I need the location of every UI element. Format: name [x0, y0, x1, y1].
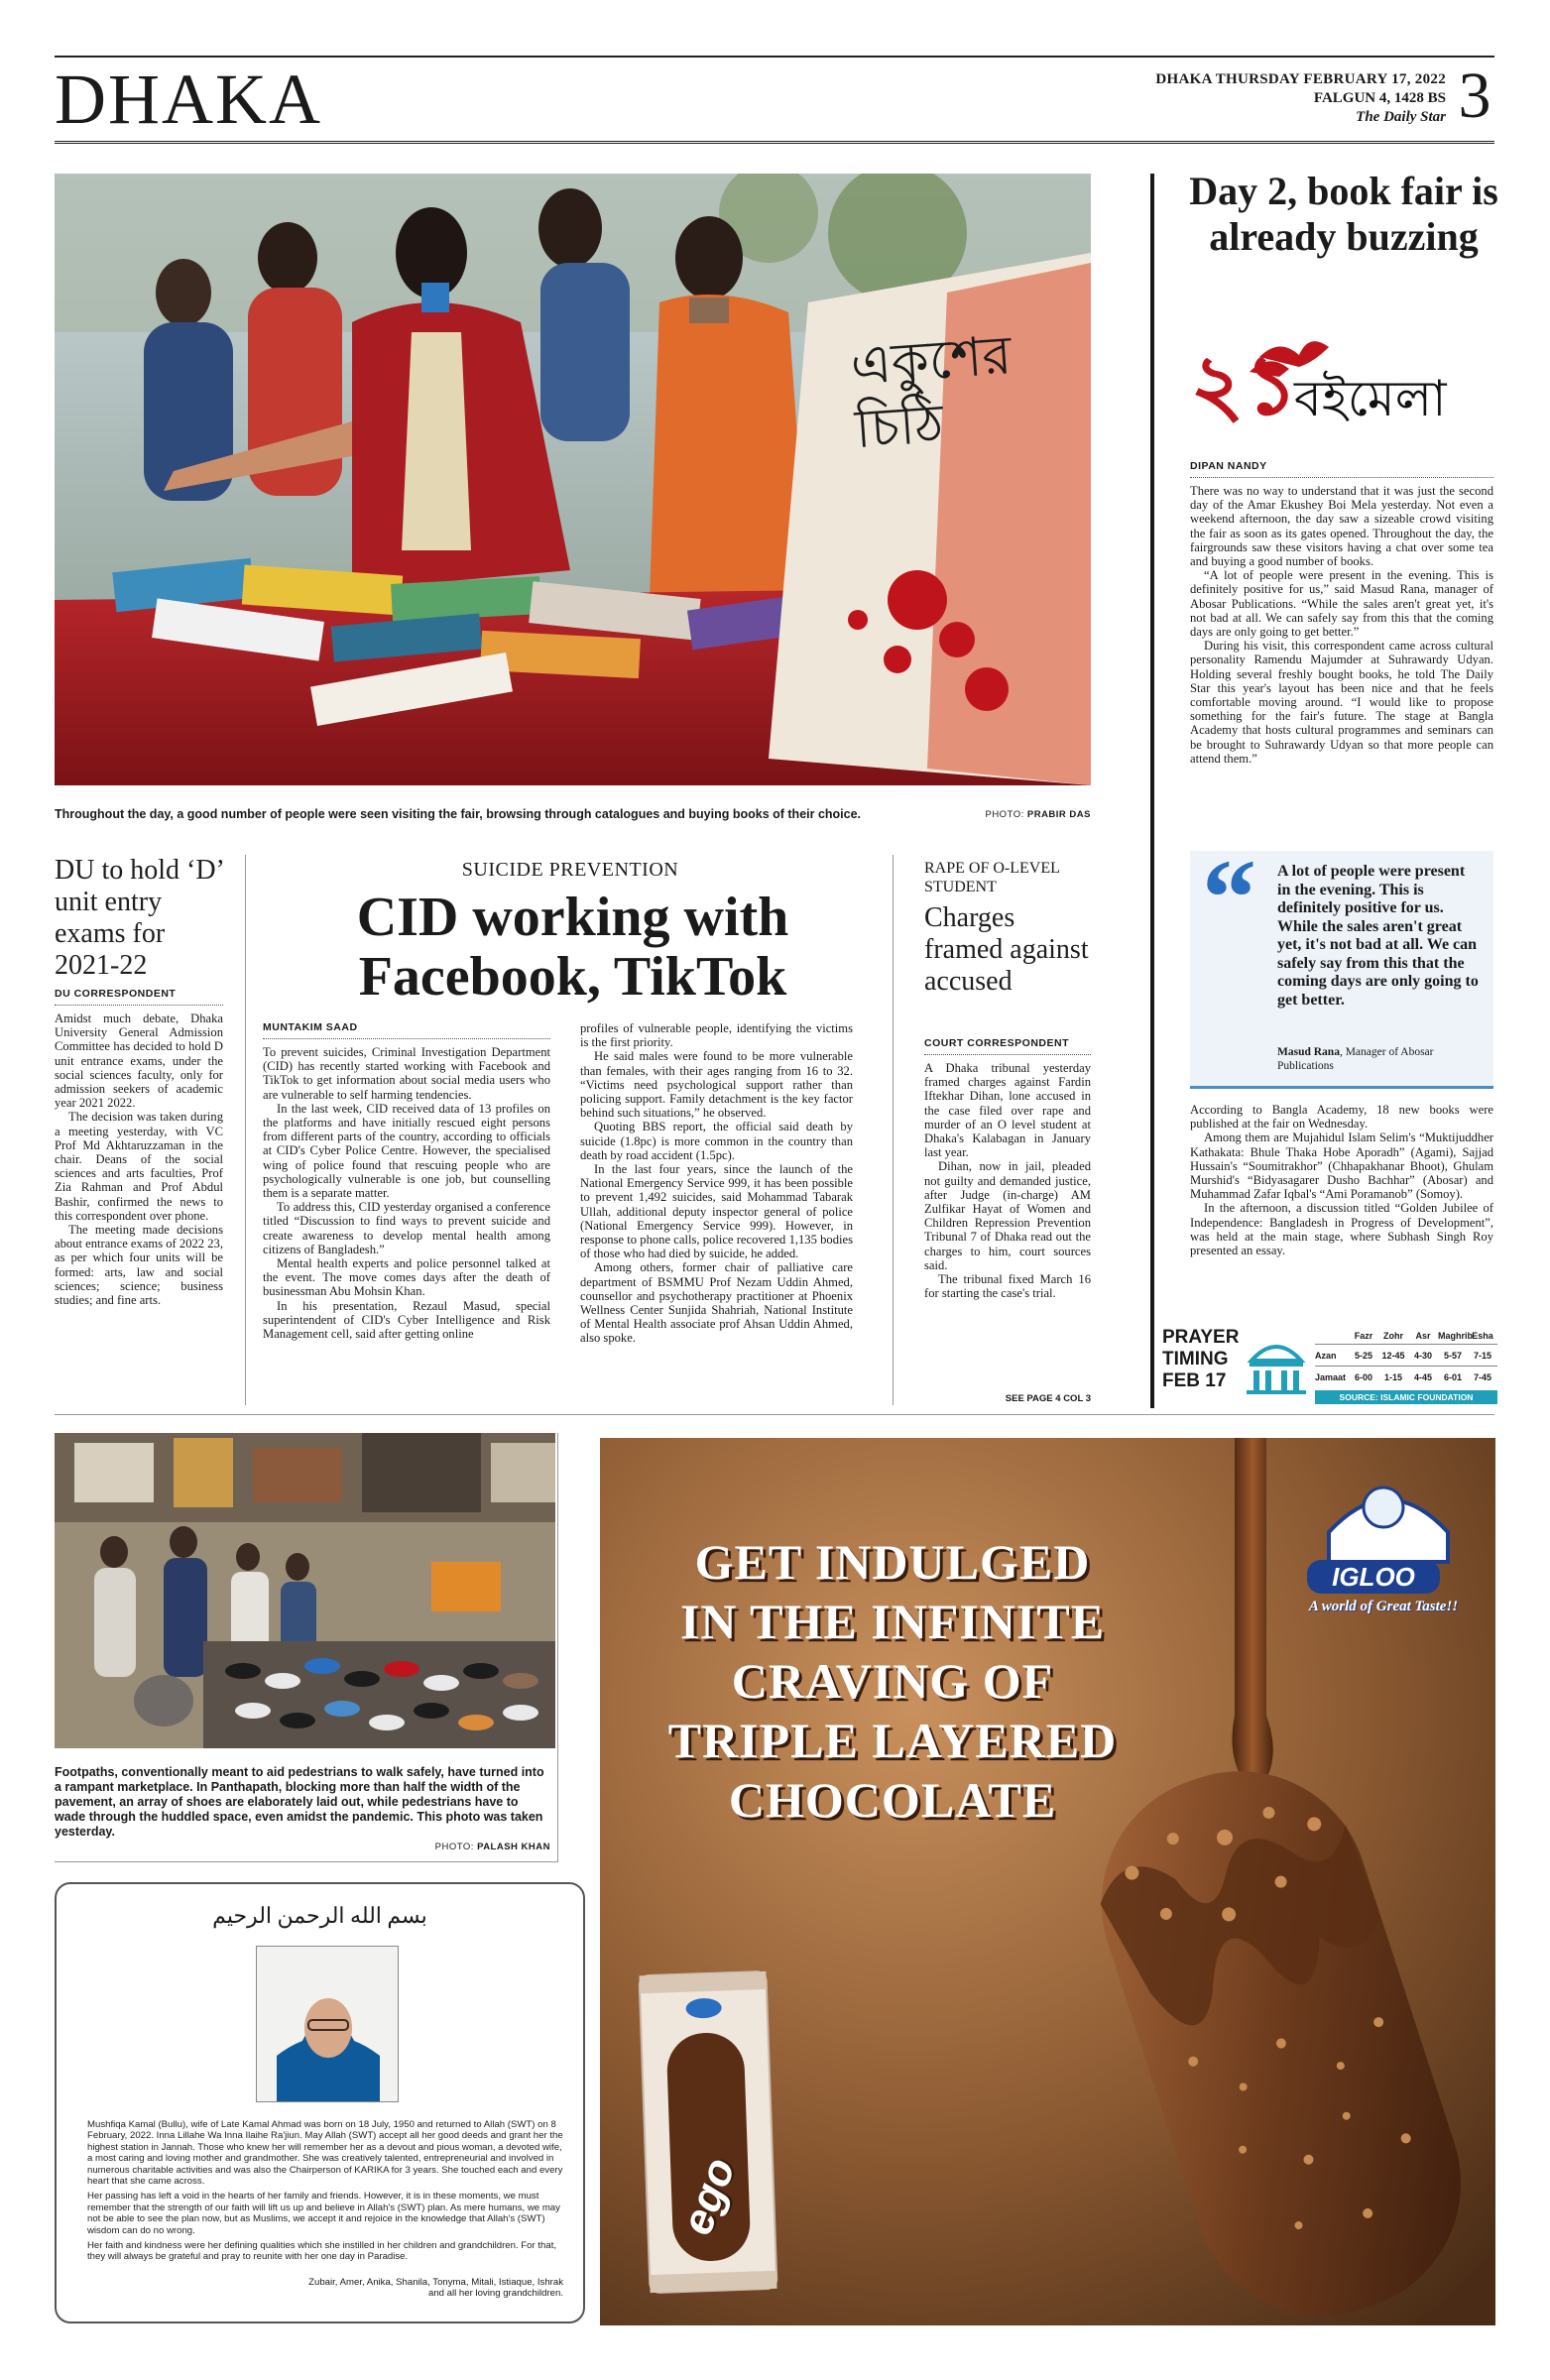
prayer-table [1315, 1327, 1497, 1404]
obituary-text [87, 2119, 563, 2267]
cid-paragraph: In the last four years, since the launch of the National Emergency Service 999, it has been possible to prevent 1,492 suicides, said Mohammad Tabarak Ullah, additional deputy inspector general of police (National Emergency Service 999). However, in response to phone calls, police recovered 1,135 bodies of those who had died by suicide, he added. [580, 1162, 853, 1261]
quote-role: , Manager of Abosar Publications [1277, 1046, 1434, 1072]
du-story [55, 988, 223, 1307]
prayer-time: 1-15 [1383, 1372, 1402, 1382]
book-fair-headline: Day 2, book fair is already buzzing [1189, 169, 1498, 259]
ekushey-logo-number: ২১ [1190, 340, 1299, 432]
prayer-title-line: FEB 17 [1162, 1370, 1227, 1391]
prayer-time: 12-45 [1381, 1350, 1405, 1361]
signoff-line: Zubair, Amer, Anika, Shanila, Tonyma, Mitali, Istiaque, Ishrak [308, 2277, 563, 2288]
masthead-bottom-rule [55, 141, 1494, 144]
credit-label: PHOTO: [985, 809, 1024, 820]
prayer-time: 5-25 [1354, 1350, 1372, 1361]
cid-paragraph: Among others, former chair of palliative care department of BSMMU Prof Nezam Uddin Ahmed, counsellor and psychotherapy practitioner at Phoenix Wellness Center Sunjida Shahriah, National Institute of Mental Health associate prof Ahsan Uddin Ahmed, also spoke. [580, 1260, 853, 1346]
ad-headline [635, 1532, 1150, 1830]
right-column-rule [1150, 174, 1154, 1408]
bismillah-calligraphy: بسم الله الرحمن الرحيم [212, 1903, 427, 1928]
ad-headline-line: GET INDULGED [694, 1534, 1091, 1590]
cid-column-1 [263, 1021, 550, 1341]
prayer-col-header: Asr [1415, 1330, 1431, 1341]
book-fair-paragraph: During his visit, this correspondent came across cultural personality Ramendu Majumder at Suhrawardy Udyan. Holding several freshly bought books, he told The Daily Star this year's layout has been nice and that he feels comfortable moving around. “I would like to propose something for the fair's future. The stage at Bangla Academy that hosts cultural programmes and seminars can be brought to Suhrawardy Udyan so that more people can attend them.” [1190, 639, 1493, 766]
rape-byline: COURT CORRESPONDENT [924, 1037, 1091, 1055]
prayer-time: 7-15 [1473, 1350, 1491, 1361]
masthead-top-rule [55, 56, 1494, 58]
du-paragraph: The decision was taken during a meeting yesterday, with VC Prof Md Akhtaruzzaman in the chair. Deans of the social sciences and arts faculties, Prof Zia Rahman and Prof Abdul Bashir, confirmed the news to this correspondent over phone. [55, 1110, 223, 1223]
column-rule [893, 855, 894, 1405]
cid-kicker: SUICIDE PREVENTION [461, 859, 679, 881]
page-number: 3 [1458, 60, 1491, 132]
cid-paragraph: Mental health experts and police personnel talked at the event. The move comes days after the death of businessman Abu Mohsin Khan. [263, 1256, 550, 1299]
footpath-photo-credit [397, 1842, 550, 1852]
obituary-paragraph: Her faith and kindness were her defining qualities which she instilled in her children and grandchildren. For that, they will always be grateful and pray to reunite with her one day in Paradise. [87, 2240, 557, 2263]
du-paragraph: Amidst much debate, Dhaka University General Admission Committee has decided to hold D unit entrance exams, under the social sciences faculty, only for admission seekers of academic year 2021 2022. [55, 1012, 223, 1111]
ad-headline-line: IN THE INFINITE [679, 1594, 1106, 1649]
book-fair-paragraph: There was no way to understand that it was just the second day of the Amar Ekushey Boi Mela yesterday. Not even a weekend afternoon, the day saw a sizeable crowd visiting the fair as soon as its gates opened. Throughout the day, the fairgrounds saw these visitors having a chat over some tea and buying a good number of books. [1190, 484, 1493, 569]
du-headline: DU to hold ‘D’ unit entry exams for 2021-22 [55, 855, 223, 981]
cid-paragraph: Quoting BBS report, the official said death by suicide (1.8pc) is more common in the country than death by road accident (1.5pc). [580, 1120, 853, 1162]
cid-byline: MUNTAKIM SAAD [263, 1021, 550, 1039]
cid-paragraph: In the last week, CID received data of 13 profiles on the platforms and have initially rescued eight persons from different parts of the country, according to officials at CID's Cyber Police Centre. However, the specialised wing of police found that rescuing people who are psychologically vulnerable is one job, but counselling them is a separate matter. [263, 1101, 550, 1201]
rape-jump-link[interactable]: SEE PAGE 4 COL 3 [1005, 1393, 1091, 1404]
rape-headline: Charges framed against accused [924, 902, 1089, 997]
book-fair-story [1190, 460, 1493, 766]
obituary-paragraph: Her passing has left a void in the hearts of her family and friends. However, it is in these moments, we must remember that the strength of our faith will lift us up and believe in Allah's (SWT) plan. As mere humans, we may not be able to see the plan now, but as Muslims, we accept it and rejoice in the knowledge that Allah's (SWT) wisdom can do no wrong. [87, 2191, 560, 2236]
prayer-time: 6-01 [1443, 1372, 1462, 1382]
mosque-icon [1242, 1333, 1311, 1398]
bangla-date: FALGUN 4, 1428 BS [1313, 90, 1446, 106]
rape-paragraph: The tribunal fixed March 16 for starting the case's trial. [924, 1272, 1091, 1301]
lead-photo-credit [952, 809, 1091, 820]
rape-kicker: RAPE OF O-LEVEL STUDENT [924, 860, 1060, 895]
cid-paragraph: To prevent suicides, Criminal Investigation Department (CID) has recently started working with Facebook and TikTok to get information about social media users who are vulnerable to self harming tendencies. [263, 1045, 550, 1102]
prayer-time: 7-45 [1473, 1372, 1491, 1382]
rape-story [924, 1037, 1091, 1300]
footpath-photo-caption: Footpaths, conventionally meant to aid pedestrians to walk safely, have turned into a rampant marketplace. In Panthapath, blocking more than half the width of the pavement, an array of shoes are elaborately laid out, while pedestrians have to wade through the huddled space, even amidst the pandemic. This photo was taken yesterday. [55, 1765, 544, 1839]
prayer-header-row [1315, 1327, 1497, 1345]
cid-paragraph: He said males were found to be more vulnerable than females, with their ages ranging from 16 to 32. “Victims need psychological support rather than policing support. Family detachment is the key factor behind such situations,” he observed. [580, 1049, 853, 1121]
book-fair-byline: DIPAN NANDY [1190, 460, 1493, 478]
du-byline: DU CORRESPONDENT [55, 988, 223, 1006]
section-title: DHAKA [55, 60, 322, 139]
ad-headline-line: CHOCOLATE [728, 1772, 1057, 1828]
cid-paragraph: To address this, CID yesterday organised a conference titled “Discussion to find ways to prevent suicide and create awareness to develop mental health among citizens of Bangladesh.” [263, 1200, 550, 1256]
prayer-time: 4-45 [1413, 1372, 1432, 1382]
column-rule [245, 855, 246, 1405]
pull-quote-attribution [1277, 1045, 1482, 1073]
igloo-tagline: A world of Great Taste!! [1308, 1599, 1459, 1614]
book-fair-paragraph: Among them are Mujahidul Islam Selim's “Muktijuddher Kathakata: Bhule Thaka Hobe Aporadh” (Agami), Sajjad Hussain's “Soumitrakhor” (Chhapakhanar Bhoot), Ghulam Murshid's “Bidyasagarer Dusho Bachhar” (Abosar) and Muhammad Zafar Iqbal's “Ami Poramanob” (Somoy). [1190, 1130, 1493, 1202]
obituary-signoff [87, 2277, 563, 2300]
prayer-row [1315, 1345, 1497, 1367]
rape-paragraph: Dihan, now in jail, pleaded not guilty and demanded justice, after Judge (in-charge) AM Zulfikar Hayat of Women and Children Repression Prevention Tribunal 7 of Dhaka read out the charges to him, court sources said. [924, 1159, 1091, 1272]
igloo-brand-logo: IGLOO [1307, 1560, 1440, 1594]
prayer-row [1315, 1367, 1497, 1388]
prayer-source: SOURCE: ISLAMIC FOUNDATION [1315, 1390, 1497, 1404]
credit-name: PRABIR DAS [1026, 809, 1091, 820]
prayer-col-header: Esha [1472, 1330, 1493, 1341]
book-fair-paragraph: In the afternoon, a discussion titled “Golden Jubilee of Independence: Bangladesh in Progress of Development”, was held at the main stage, where Subhash Singh Roy presented an essay. [1190, 1201, 1493, 1258]
prayer-time: 6-00 [1354, 1372, 1372, 1382]
pull-quote-box [1190, 837, 1493, 1089]
book-fair-paragraph: According to Bangla Academy, 18 new books were published at the fair on Wednesday. [1190, 1103, 1493, 1131]
credit-name: PALASH KHAN [477, 1842, 550, 1852]
signoff-line: and all her loving grandchildren. [428, 2288, 563, 2300]
cid-column-2 [580, 1021, 853, 1346]
prayer-title-line: TIMING [1162, 1349, 1229, 1369]
credit-label: PHOTO: [434, 1842, 474, 1852]
prayer-title [1162, 1327, 1240, 1392]
prayer-col-header: Zohr [1383, 1330, 1403, 1341]
ekushey-logo-text: বইমেলা [1294, 371, 1447, 426]
prayer-row-label: Azan [1315, 1350, 1337, 1361]
lead-photo-caption: Throughout the day, a good number of people were seen visiting the fair, browsing through catalogues and buying books of their choice. [55, 807, 862, 821]
prayer-row-label: Jamaat [1315, 1372, 1347, 1382]
prayer-col-header: Fazr [1354, 1330, 1373, 1341]
ad-headline-line: CRAVING OF [731, 1653, 1054, 1709]
prayer-timing-box [1150, 1319, 1497, 1406]
cid-headline: CID working with Facebook, TikTok [356, 887, 789, 1008]
paper-name: The Daily Star [1356, 109, 1446, 125]
prayer-title-line: PRAYER [1162, 1327, 1240, 1348]
dateline: DHAKA THURSDAY FEBRUARY 17, 2022 [1155, 71, 1446, 87]
footpath-photo [55, 1433, 555, 1748]
rape-paragraph: A Dhaka tribunal yesterday framed charges against Fardin Iftekhar Dihan, lone accused in the case filed over rape and murder of an O level student at Dhaka's Kalabagan in January last year. [924, 1061, 1091, 1160]
ego-product-label: ego [672, 2151, 745, 2241]
sign-text: একুশের চিঠি [848, 325, 1013, 460]
book-fair-story-continued [1190, 1103, 1493, 1257]
obituary-paragraph: Mushfiqa Kamal (Bullu), wife of Late Kamal Ahmad was born on 18 July, 1950 and returned to Allah (SWT) on 8 February, 2022. Inna Lillahe Wa Inna Ilaihe Ra'jiun. May Allah (SWT) accept all her good deeds and grant her the highest station in Jannah. Those who knew her will remember her as a devout and pious woman, a devoted wife, a most caring and loving mother and grandmother. She was creatively talented, entrepreneurial and involved in numerous charitable activities and was also the Chairperson of KARIKA for 3 years. She touched each and every heart that she came across. [87, 2119, 563, 2188]
book-fair-paragraph: “A lot of people were present in the evening. This is definitely positive for us,” said Masud Rana, manager of Abosar Publications. “While the sales aren't great yet, it's not bad at all. We can safely say from this that the coming days are only going to get better.” [1190, 568, 1493, 640]
book-fair-photo [55, 174, 1091, 785]
cid-paragraph: In his presentation, Rezaul Masud, special superintendent of CID's Cyber Intelligence and Risk Management cell, said after getting online [263, 1298, 550, 1342]
quote-name: Masud Rana [1277, 1046, 1340, 1058]
section-rule [55, 1414, 1494, 1415]
prayer-col-header: Maghrib [1438, 1330, 1473, 1341]
quote-mark-icon: “ [1202, 837, 1256, 958]
prayer-time: 5-57 [1443, 1350, 1462, 1361]
du-paragraph: The meeting made decisions about entrance exams of 2022 23, as per which four units will be formed: arts, law and social sciences; science; business studies; and fine arts. [55, 1223, 223, 1308]
prayer-time: 4-30 [1413, 1350, 1432, 1361]
pull-quote-text: A lot of people were present in the evening. This is definitely positive for us. While the sales aren't great yet, it's not bad at all. We can safely say from this that the coming days are only going to get better. [1277, 863, 1479, 1009]
cid-paragraph: profiles of vulnerable people, identifying the victims is the first priority. [580, 1021, 853, 1050]
obituary-portrait [256, 1946, 399, 2102]
ad-headline-line: TRIPLE LAYERED [667, 1713, 1118, 1768]
